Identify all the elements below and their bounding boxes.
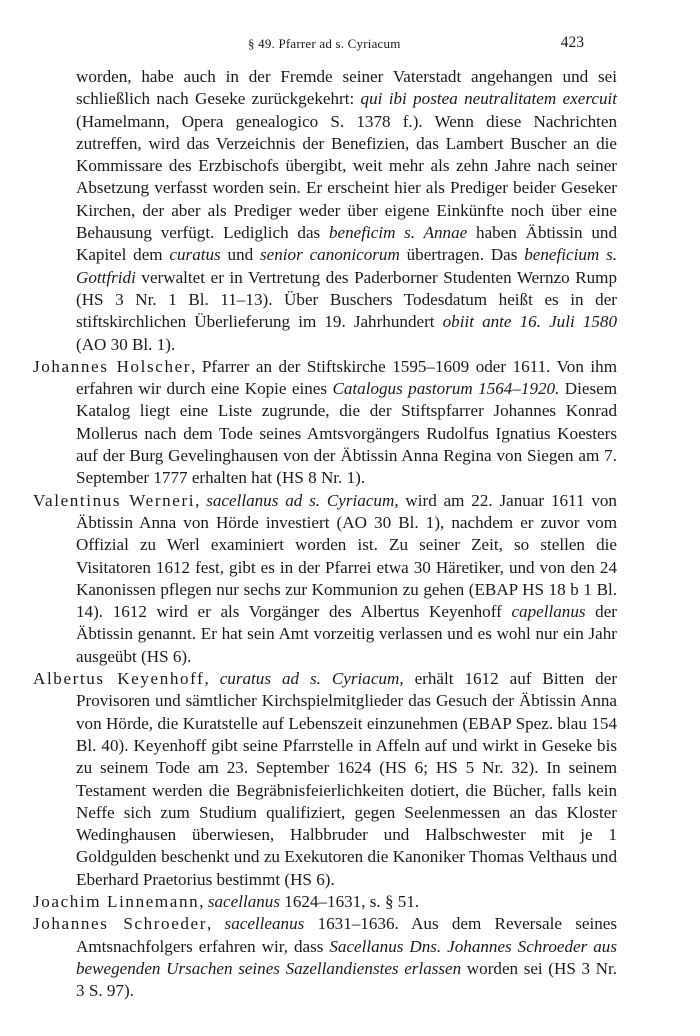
text-segment: erhält 1612 auf Bitten der Provisoren und sämtlicher Kirchspielmitglieder das Gesuch der Äbtissin Anna von Hörde, die Kuratstelle auf Lebenszeit einzunehmen (EBAP Spez. blau 154 Bl. 40). Keyenhoff gibt seine Pfarrstelle in Affeln auf und wirkt in Geseke bis zu seinem Tode am 23. September 1624 (HS 6; HS 5 Nr. 32). In seinem Testament werden die Begräbnisfeierlichkeiten dotiert, die Bücher, falls kein Neffe sich zum Studium qualifiziert, gegen Seelenmessen an das Kloster Wedinghausen überwiesen, Halbbruder und Halbschwester mit je 1 Goldgulden beschenkt und zu Exekutoren die Kanoniker Thomas Velthaus und Eberhard Praetorius bestimmt (HS 6). [76,669,618,889]
entry-name: Johannes Holscher [33,356,192,376]
text-segment: Diesem Katalog liegt eine Liste zugrunde, die der Stiftspfarrer Johannes Konrad Mollerus nach dem Tode seines Amtsvorgängers Rudolfus Ignatius Koesters auf der Burg Gevelinghausen von der Äbtissin Anna Regina von Siegen am 7. September 1777 erhalten hat (HS 8 Nr. 1). [76,379,617,488]
entry-continuation [33,66,617,356]
text-segment: , [204,669,220,689]
italic-citation: capellanus [511,602,586,622]
italic-citation: curatus [169,245,221,265]
text-segment: der Äbtissin genannt. Er hat sein Amt vorzeitig verlassen und es wohl nur ein Jahr ausgeübt (HS 6). [76,602,617,666]
entry-valentinus-werneri [33,490,617,668]
text-segment: , [195,490,207,510]
text-segment: 1631–1636. Aus dem Reversale seines Amtsnachfolgers erfahren wir, dass [76,914,617,956]
text-segment: , [207,914,225,934]
italic-citation: curatus ad s. Cyriacum, [219,669,404,689]
text-segment: übertragen. Das [399,245,525,265]
text-segment: , Pfarrer an der Stiftskirche 1595–1609 oder 1611. Von ihm erfahren wir durch eine Kopie eines [76,356,617,399]
italic-citation: beneficium s. Gottfridi [76,245,618,287]
italic-citation: sacellanus [207,891,281,911]
text-segment: 1624–1631, s. § 51. [280,891,420,911]
text-segment: , [199,891,208,911]
running-head: § 49. Pfarrer ad s. Cyriacum [248,36,401,51]
italic-citation: sacelleanus [224,914,305,934]
entry-joachim-linnemann [33,891,617,913]
entry-albertus-keyenhoff [33,668,617,891]
italic-citation: obiit ante 16. Juli 1580 [442,312,617,332]
italic-citation: Catalogus pastorum 1564–1920. [332,379,560,399]
entry-name: Valentinus Werneri [33,490,196,510]
text-segment: (AO 30 Bl. 1). [76,334,176,354]
text-segment: worden sei (HS 3 Nr. 3 S. 97). [76,958,618,1001]
entry-name: Joachim Linnemann [33,891,200,911]
text-segment: wird am 22. Januar 1611 von Äbtissin Anna von Hörde investiert (AO 30 Bl. 1), nachdem er zuvor vom Offizial zu Werl examiniert worden ist. Zu seiner Zeit, so stellen die Visitatoren 1612 fest, gibt es in der Pfarrei etwa 30 Häretiker, und von den 24 Kanonissen pflegen nur sechs zur Kommunion zu gehen (EBAP HS 18 b 1 Bl. 14). 1612 wird er als Vorgänger des Albertus Keyenhoff [76,490,617,622]
entry-name: Albertus Keyenhoff [33,669,205,689]
text-segment: worden, habe auch in der Fremde seiner Vaterstadt angehangen und sei schließlich nach Geseke zurückgekehrt: [76,67,617,109]
italic-citation: Sacellanus Dns. Johannes Schroeder aus bewegenden Ursachen seines Sazellandienstes erlassen [76,936,617,978]
text-segment: (Hamelmann, Opera genealogico S. 1378 f.). Wenn diese Nachrichten zutreffen, wird das Verzeichnis der Benefizien, das Lambert Buscher an die Kommissare des Erzbischofs übergibt, weit mehr als zehn Jahre nach seiner Absetzung verfasst worden sein. Er erscheint hier als Prediger beider Geseker Kirchen, der aber als Prediger weder über eigene Einkünfte noch über eine Behausung verfügt. Lediglich das [76,111,617,243]
entry-name: Johannes Schroeder [33,914,208,934]
text-segment: verwaltet er in Vertretung des Paderborner Studenten Wernzo Rump (HS 3 Nr. 1 Bl. 11–13). Über Buschers Todesdatum heißt es in der stiftskirchlichen Überlieferung im 19. Jahrhundert [76,267,617,332]
italic-citation: beneficim s. Annae [328,223,468,243]
italic-citation: senior canonicorum [260,245,400,265]
text-body [33,66,617,1002]
entry-johannes-schroeder [33,913,617,1002]
text-segment: und [220,245,261,265]
page-number: 423 [560,34,584,51]
text-segment: haben Äbtissin und Kapitel dem [76,223,618,265]
italic-citation: qui ibi postea neutralitatem exercuit [360,89,617,109]
entry-johannes-holscher [33,356,617,490]
italic-citation: sacellanus ad s. Cyriacum, [206,490,399,510]
running-header [0,32,700,54]
